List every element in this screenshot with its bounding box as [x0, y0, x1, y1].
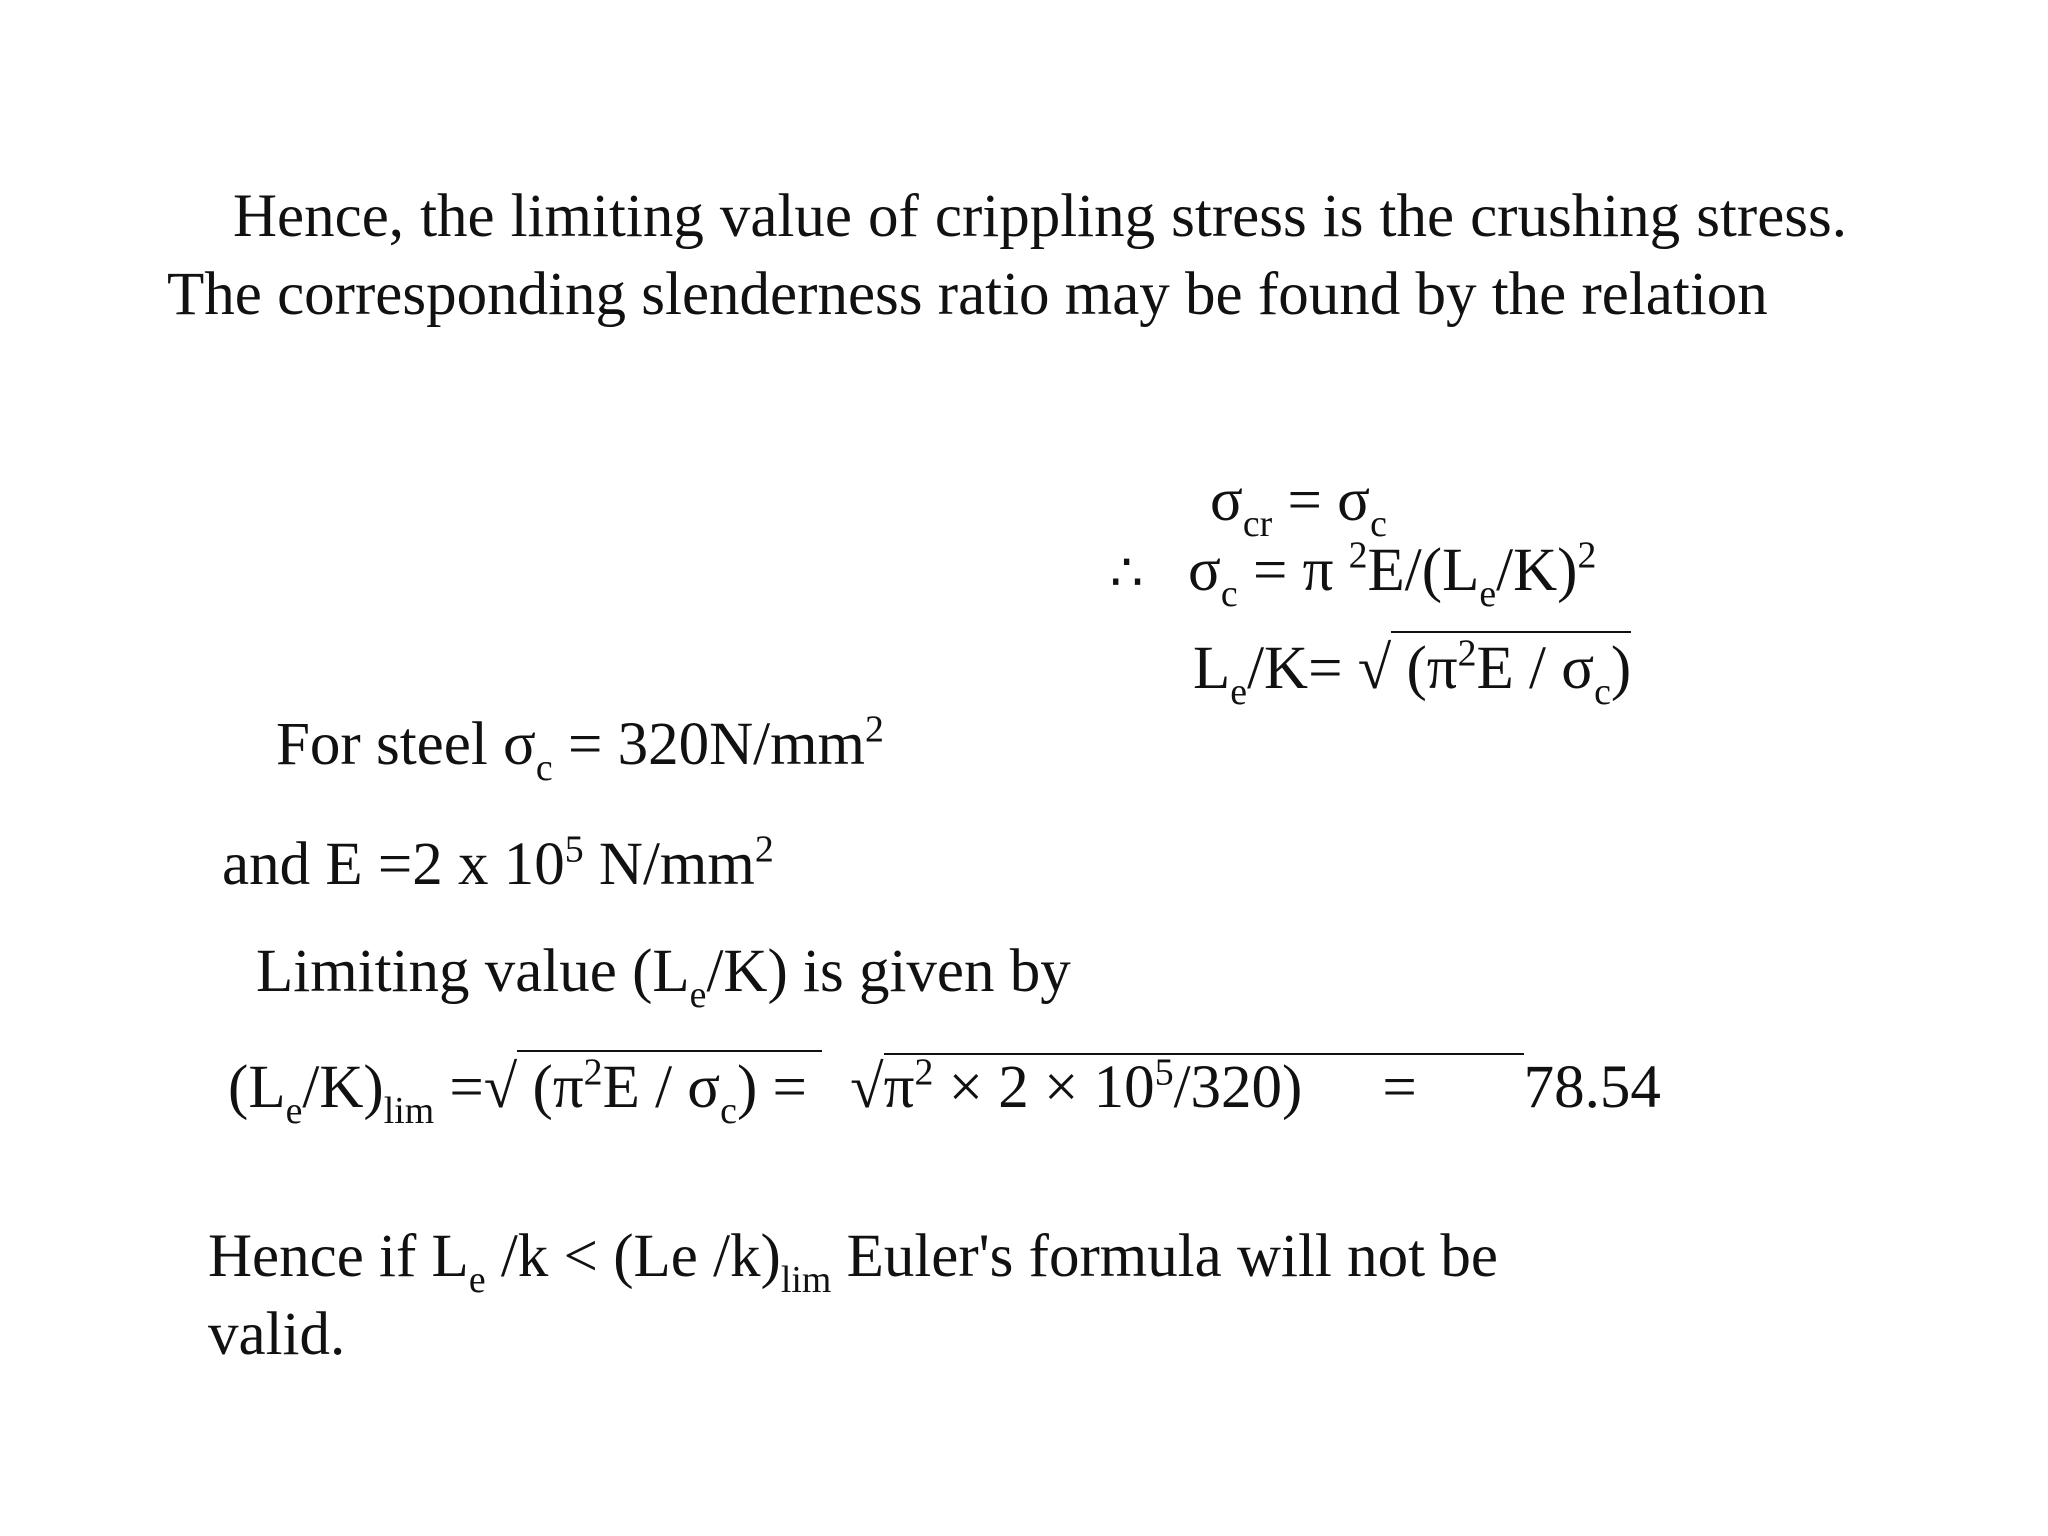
limiting-ratio-result: $(L_e/K)_{lim}$ =√ $(\pi^2E / \sigma_c) = √\pi^2 \times 2 \times 10^5/320) = 78.54$ — [228, 1051, 1661, 1132]
sqrt-symbol: √ — [850, 1054, 884, 1121]
sqrt-symbol: √ — [483, 1054, 518, 1121]
equation-euler-stress: ∴ $\sigma_c = \pi$ $^2E/(L_e/K)^2$ — [1110, 534, 1597, 615]
conclusion-line-1: Hence if $L_e$ /k < (Le $/k)_{lim}$ Euler's formula will not be — [208, 1223, 1498, 1301]
result-value: 78.54 — [1523, 1054, 1661, 1121]
therefore-symbol: ∴ — [1110, 543, 1144, 603]
sqrt-symbol: √ — [1357, 635, 1392, 702]
given-modulus: and E =2 x $10^5$ $N/mm^2$ — [222, 828, 774, 898]
radicand: $(\pi^2E / \sigma_c)$ = — [517, 1051, 823, 1132]
equation-slenderness-ratio: $L_e/K=$ √ $(\pi^2E / \sigma_c)$ — [1193, 632, 1632, 713]
radicand: $(\pi^2E / \sigma_c)$ — [1391, 632, 1632, 713]
radicand: $\pi^2 \times 2 \times 10^5/320$) = — [884, 1053, 1524, 1118]
intro-paragraph: Hence, the limiting value of crippling stress is the crushing stress. The corresponding slenderness ratio may be found by the relation — [167, 183, 1847, 328]
conclusion-line-2: valid. — [208, 1301, 346, 1368]
limiting-value-intro: Limiting value $(L_e/K)$ is given by — [256, 938, 1071, 1016]
given-steel-stress: For steel $\sigma_c = 320N/mm^2$ — [276, 708, 884, 789]
equation-sigma-cr: $\sigma_{cr} = \sigma_c$ — [1210, 467, 1387, 545]
